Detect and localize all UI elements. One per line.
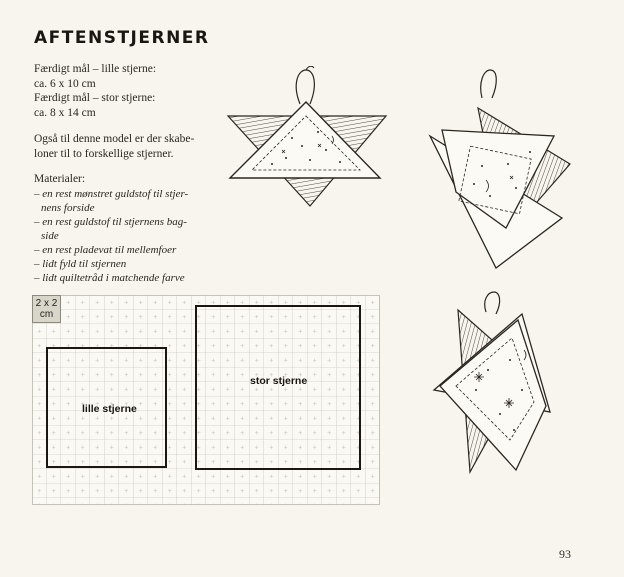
small-star-size-label: Færdigt mål – lille stjerne: [34, 63, 157, 75]
materials-list [34, 187, 234, 285]
large-star-label: stor stjerne [250, 375, 308, 387]
star-ornament-icon [420, 68, 580, 277]
list-item: – lidt quiltetråd i matchende farve [34, 271, 185, 284]
star-ornament-icon [222, 66, 394, 219]
list-item: – en rest pladevat til mellemfoer [34, 243, 177, 256]
template-note: Også til denne model er der skabe- loner til to forskellige stjerner. [34, 133, 195, 160]
page-title: AFTENSTJERNER [34, 28, 210, 48]
pattern-grid [32, 295, 380, 505]
list-item: – en rest mønstret guldstof til stjer- [34, 187, 189, 200]
large-star-size: ca. 8 x 14 cm [34, 106, 96, 119]
small-star-label: lille stjerne [82, 403, 137, 415]
materials-heading: Materialer: [34, 173, 86, 185]
page-number: 93 [559, 547, 571, 561]
list-item: – en rest guldstof til stjernens bag- [34, 215, 187, 228]
list-item: side [41, 229, 59, 242]
list-item: nens forside [41, 201, 95, 214]
scale-label: 2 x 2 cm [32, 295, 61, 323]
finished-size-specs [34, 62, 156, 120]
small-star-size: ca. 6 x 10 cm [34, 77, 96, 90]
large-star-size-label: Færdigt mål – stor stjerne: [34, 92, 156, 104]
list-item: – lidt fyld til stjernen [34, 257, 127, 270]
star-ornament-icon [426, 290, 556, 481]
materials-section [34, 172, 234, 285]
